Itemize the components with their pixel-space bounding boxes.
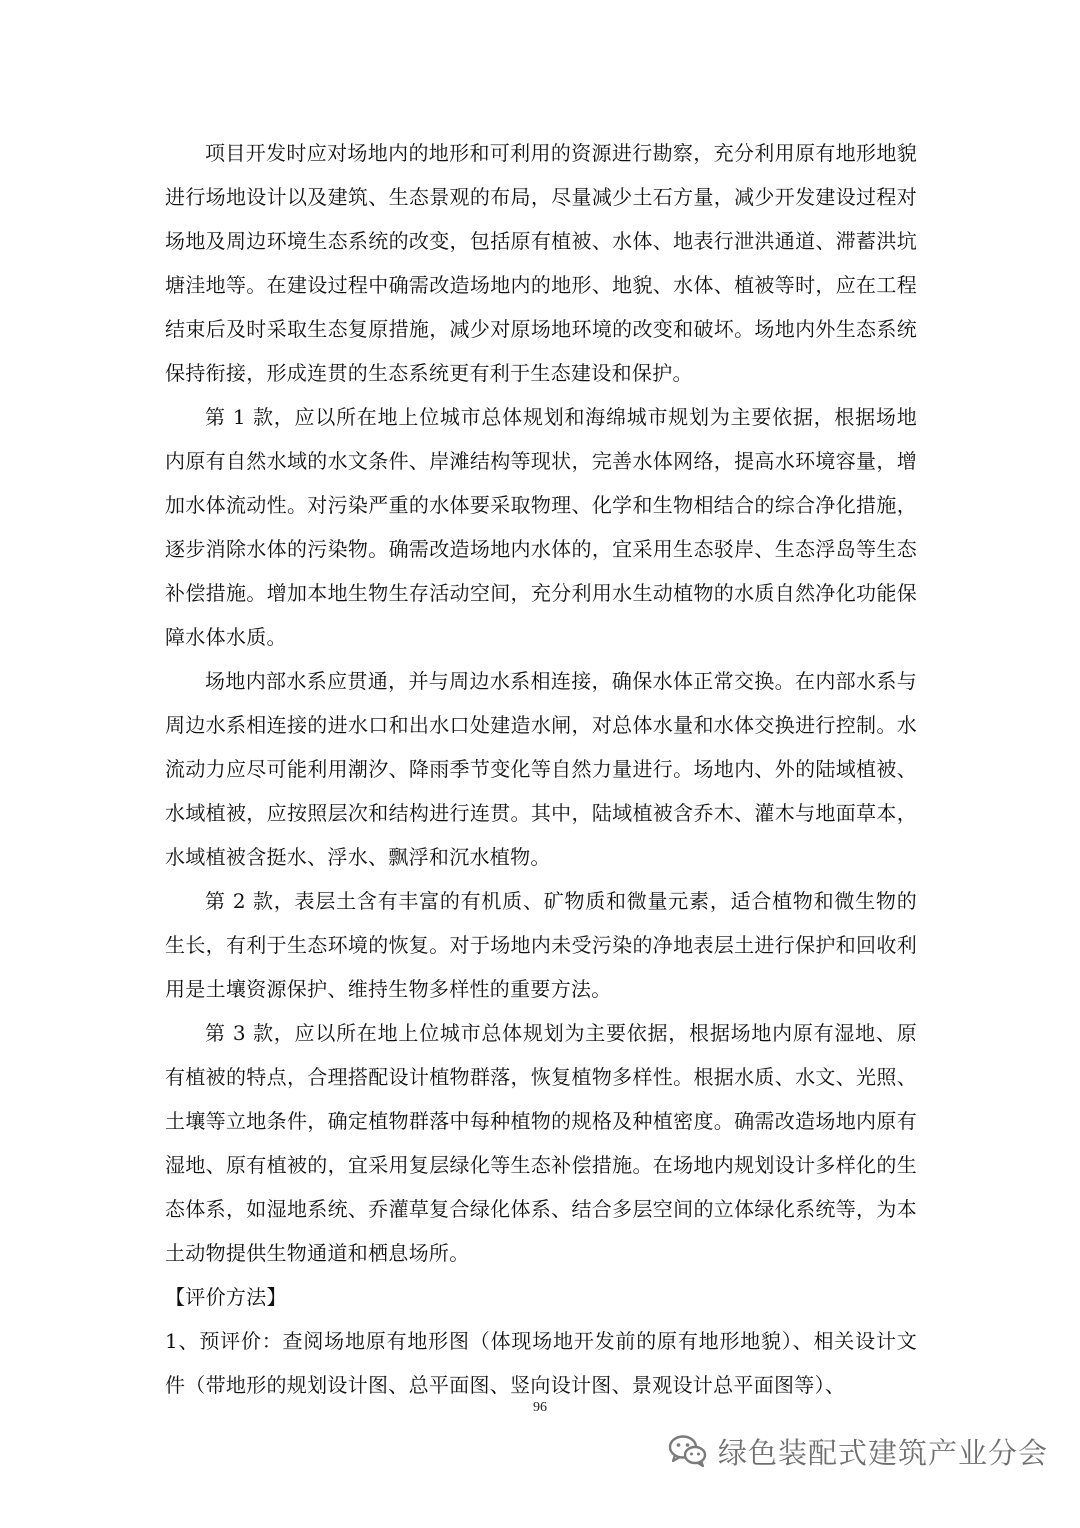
- watermark: [668, 1428, 1048, 1474]
- paragraph-clause-3: 第 3 款，应以所在地上位城市总体规划为主要依据，根据场地内原有湿地、原有植被的特点，合理搭配设计植物群落，恢复植物多样性。根据水质、水文、光照、土壤等立地条件，确定植物群落中每种植物的规格及种植密度。确需改造场地内原有湿地、原有植被的，宜采用复层绿化等生态补偿措施。在场地内规划设计多样化的生态体系，如湿地系统、乔灌草复合绿化体系、结合多层空间的立体绿化系统等，为本土动物提供生物通道和栖息场所。: [165, 1021, 917, 1265]
- page-number: 96: [533, 1400, 547, 1415]
- paragraph-clause-2: 第 2 款，表层土含有丰富的有机质、矿物质和微量元素，适合植物和微生物的生长，有利于生态环境的恢复。对于场地内未受污染的净地表层土进行保护和回收利用是土壤资源保护、维持生物多样性的重要方法。: [165, 889, 917, 1001]
- paragraph-water-system: 场地内部水系应贯通，并与周边水系相连接，确保水体正常交换。在内部水系与周边水系相连接的进水口和出水口处建造水闸，对总体水量和水体交换进行控制。水流动力应尽可能利用潮汐、降雨季节变化等自然力量进行。场地内、外的陆域植被、水域植被，应按照层次和结构进行连贯。其中，陆域植被含乔木、灌木与地面草本，水域植被含挺水、浮水、飘浮和沉水植物。: [165, 669, 917, 869]
- section-heading-evaluation-method: 【评价方法】: [165, 1285, 287, 1309]
- document-body: [165, 131, 917, 1407]
- paragraph-clause-1: 第 1 款，应以所在地上位城市总体规划和海绵城市规划为主要依据，根据场地内原有自然水域的水文条件、岸滩结构等现状，完善水体网络，提高水环境容量，增加水体流动性。对污染严重的水体要采取物理、化学和生物相结合的综合净化措施，逐步消除水体的污染物。确需改造场地内水体的，宜采用生态驳岸、生态浮岛等生态补偿措施。增加本地生物生存活动空间，充分利用水生动植物的水质自然净化功能保障水体水质。: [165, 405, 917, 649]
- list-item-pre-evaluation: 1、预评价：查阅场地原有地形图（体现场地开发前的原有地形地貌）、相关设计文件（带地形的规划设计图、总平面图、竖向设计图、景观设计总平面图等）、: [165, 1329, 917, 1397]
- paragraph-site-survey: 项目开发时应对场地内的地形和可利用的资源进行勘察，充分利用原有地形地貌进行场地设计以及建筑、生态景观的布局，尽量减少土石方量，减少开发建设过程对场地及周边环境生态系统的改变，包括原有植被、水体、地表行泄洪通道、滞蓄洪坑塘洼地等。在建设过程中确需改造场地内的地形、地貌、水体、植被等时，应在工程结束后及时采取生态复原措施，减少对原场地环境的改变和破坏。场地内外生态系统保持衔接，形成连贯的生态系统更有利于生态建设和保护。: [165, 141, 917, 385]
- wechat-icon: [668, 1434, 708, 1468]
- watermark-text: 绿色装配式建筑产业分会: [717, 1435, 1048, 1470]
